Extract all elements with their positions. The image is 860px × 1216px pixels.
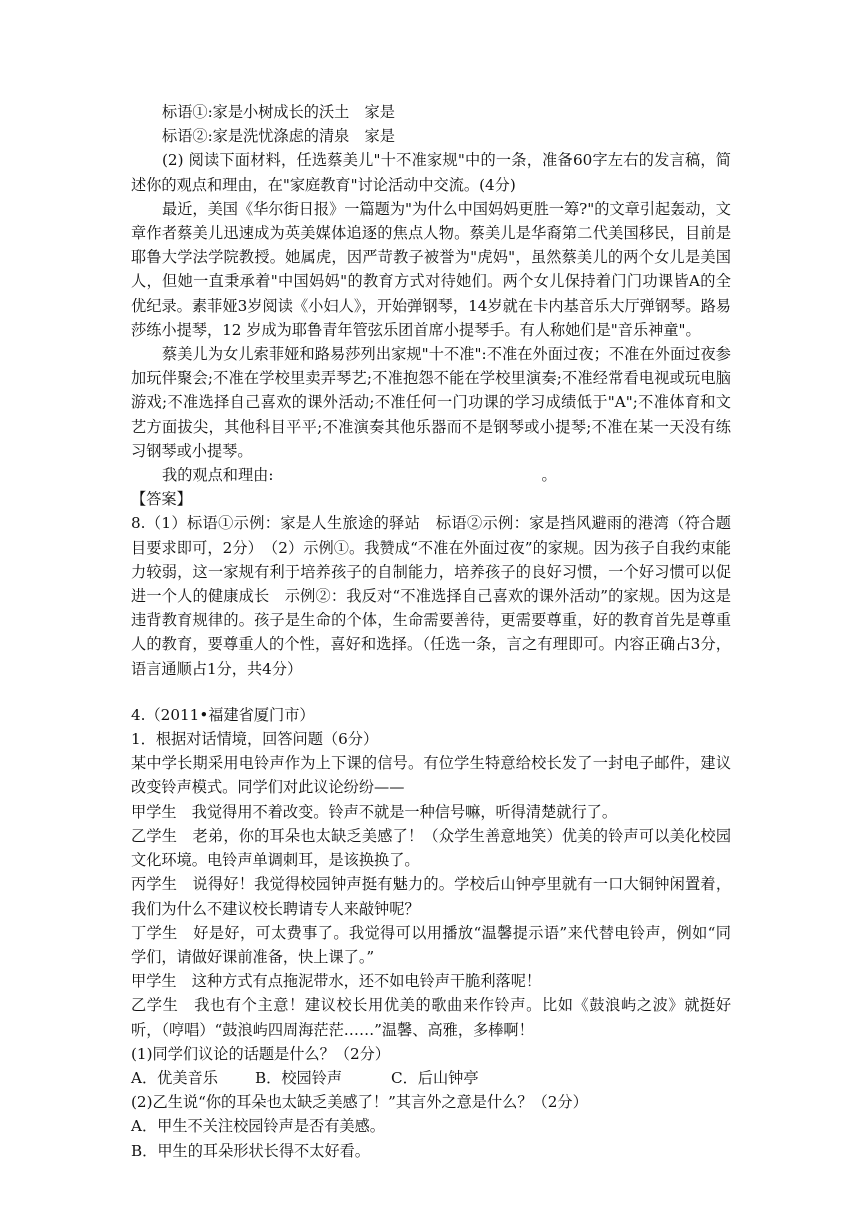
document-page — [131, 100, 731, 1163]
sub-question-1: (1)同学们议论的话题是什么？（2分） — [131, 1044, 390, 1063]
opinion-line — [131, 463, 731, 487]
dialogue-line: 丙学生 说得好！我觉得校园钟声挺有魅力的。学校后山钟亭里就有一口大铜钟闲置着，我们为什么不建议校长聘请专人来敲钟呢？ — [131, 875, 731, 918]
dialogue-line: 丁学生 好是好，可太费事了。我觉得可以用播放“温馨提示语”来代替电铃声，例如“同学们，请做好课前准备，快上课了。” — [131, 923, 731, 966]
question-prompt: (2) 阅读下面材料，任选蔡美儿"十不准家规"中的一条，准备60字左右的发言稿，简述你的观点和理由，在"家庭教育"讨论活动中交流。(4分) — [131, 151, 731, 194]
slogan-1: 标语①:家是小树成长的沃土 家是 — [162, 103, 395, 121]
dialogue-line: 乙学生 老弟，你的耳朵也太缺乏美感了！（众学生善意地笑）优美的铃声可以美化校园文化环境。电铃声单调刺耳，是该换换了。 — [131, 826, 731, 870]
dialogue-intro: 某中学长期采用电铃声作为上下课的信号。有位学生特意给校长发了一封电子邮件，建议改变铃声模式。同学们对此议论纷纷—— — [131, 754, 731, 797]
material-paragraph-2: 蔡美儿为女儿索菲娅和路易莎列出家规"十不准":不准在外面过夜；不准在外面过夜参加玩伴聚会;不准在学校里卖弄琴艺;不准抱怨不能在学校里演奏;不准经常看电视或玩电脑游戏;不准选择自己喜欢的课外活动;不准任何一门功课的学习成绩低于"A";不准体育和文艺方面拔尖，其他科目平平;不准演奏其他乐器而不是钢琴或小提琴;不准在某一天没有练习钢琴或小提琴。 — [131, 345, 731, 460]
question-source: 4.（2011•福建省厦门市） — [131, 705, 315, 724]
section-gap — [131, 681, 731, 703]
answer-text: 8.（1）标语①示例：家是人生旅途的驿站 标语②示例：家是挡风避雨的港湾（符合题目要求即可，2分） （2）示例①。我赞成“不准在外面过夜”的家规。因为孩子自我约束能力较弱，这一家规有利于培养孩子的自制能力，培养孩子的良好习惯，一个好习惯可以促进一个人的健康成长 示例②：我反对“不准选择自己喜欢的课外活动”的家规。因为这是违背教育规律的。孩子是生命的个体，生命需要善待，更需要尊重，好的教育首先是尊重人的教育，要尊重人的个性，喜好和选择。（任选一条，言之有理即可。内容正确占3分，语言通顺占1分，共4分） — [131, 514, 731, 678]
slogan-2: 标语②:家是洗忧涤虑的清泉 家是 — [162, 127, 395, 146]
option-a: A．甲生不关注校园铃声是否有美感。 — [131, 1117, 385, 1136]
dialogue-line: 甲学生 这种方式有点拖泥带水，还不如电铃声干脆利落呢！ — [131, 972, 542, 991]
option-c: C．后山钟亭 — [391, 1068, 479, 1087]
opinion-end: 。 — [541, 466, 557, 485]
option-b: B．校园铃声 — [255, 1068, 343, 1087]
dialogue-line: 甲学生 我觉得用不着改变。铃声不就是一种信号嘛，听得清楚就行了。 — [131, 802, 617, 821]
material-paragraph-1: 最近，美国《华尔街日报》一篇题为"为什么中国妈妈更胜一筹?"的文章引起轰动，文章作者蔡美儿迅速成为英美媒体追逐的焦点人物。蔡美儿是华裔第二代美国移民，目前是耶鲁大学法学院教授。她属虎，因严苛教子被誉为"虎妈"，虽然蔡美儿的两个女儿是美国人，但她一直秉承着"中国妈妈"的教育方式对待她们。两个女儿保持着门门功课皆A的全优纪录。素菲娅3岁阅读《小妇人》，开始弹钢琴，14岁就在卡内基音乐大厅弹钢琴。路易莎练小提琴，12 岁成为耶鲁青年管弦乐团首席小提琴手。有人称她们是"音乐神童"。 — [131, 199, 731, 339]
dialogue-line: 乙学生 我也有个主意！建议校长用优美的歌曲来作铃声。比如《鼓浪屿之波》就挺好听，（哼唱）“鼓浪屿四周海茫茫……”温馨、高雅，多棒啊！ — [131, 996, 731, 1039]
opinion-label: 我的观点和理由: — [162, 466, 274, 485]
question-title: 1．根据对话情境，回答问题（6分） — [131, 730, 379, 749]
option-b: B．甲生的耳朵形状长得不太好看。 — [131, 1141, 370, 1160]
answer-heading: 【答案】 — [131, 490, 192, 509]
sub-question-2: (2)乙生说“你的耳朵也太缺乏美感了！”其言外之意是什么？（2分） — [131, 1093, 588, 1112]
sub-question-1-options — [131, 1066, 731, 1090]
option-a: A．优美音乐 — [131, 1068, 218, 1087]
